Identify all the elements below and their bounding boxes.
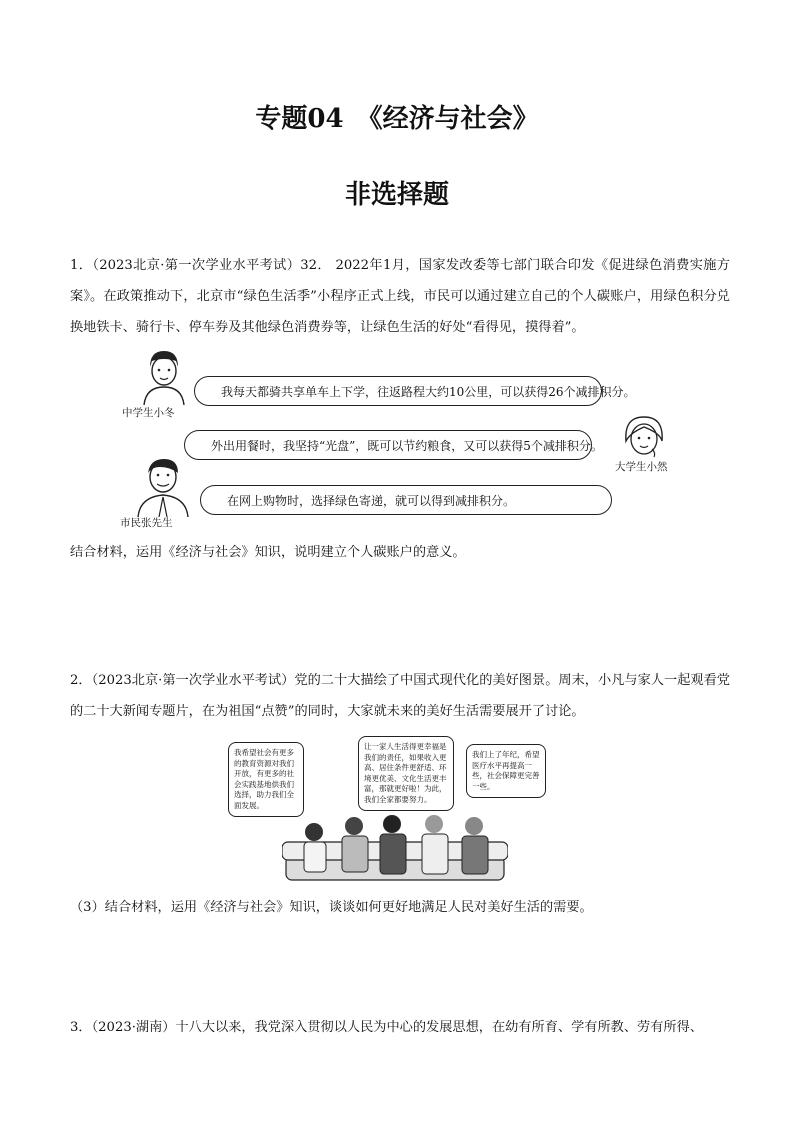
person-label-student: 中学生小冬 — [122, 407, 175, 419]
person-label-citizen: 市民张先生 — [120, 517, 173, 529]
question-2-prompt: （3）结合材料，运用《经济与社会》知识，谈谈如何更好地满足人民对美好生活的需要。 — [70, 900, 593, 915]
question-1-prompt: 结合材料，运用《经济与社会》知识，说明建立个人碳账户的意义。 — [70, 545, 466, 560]
speech-bubble-2: 外出用餐时，我坚持“光盘”，既可以节约粮食，又可以获得5个减排积分。 — [184, 430, 592, 460]
question-2-text: 2．（2023北京·第一次学业水平考试）党的二十大描绘了中国式现代化的美好图景。周末，小凡与家人一起观看党的二十大新闻专题片，在为祖国“点赞”的同时，大家就未来的美好生活需要展开了讨论。 — [70, 673, 730, 719]
person-label-college-student: 大学生小然 — [615, 461, 668, 473]
page-title: 专题04 《经济与社会》 — [255, 104, 539, 134]
question-1-figure — [110, 345, 690, 530]
family-speech-bubble-1: 我希望社会有更多的教育资源对我们开放，有更多的社会实践基地供我们选择，助力我们全面发展。 — [228, 742, 304, 817]
question-2-figure — [228, 732, 558, 884]
family-speech-bubble-2: 让一家人生活得更幸福是我们的责任，如果收入更高、居住条件更舒适、环境更优美、文化生活更丰富，那就更好啦！为此，我们全家都要努力。 — [358, 736, 454, 811]
family-illustration-icon — [282, 812, 508, 884]
college-student-portrait-icon — [616, 411, 672, 461]
speech-bubble-1: 我每天都骑共享单车上下学，往返路程大约10公里，可以获得26个减排积分。 — [194, 376, 602, 406]
family-speech-bubble-3: 我们上了年纪，希望医疗水平再提高一些，社会保障更完善一些。 — [466, 744, 546, 798]
question-3-text: 3．（2023·湖南）十八大以来，我党深入贯彻以人民为中心的发展思想，在幼有所育、学有所教、劳有所得、 — [70, 1020, 703, 1035]
student-portrait-icon — [132, 345, 192, 405]
page-subtitle: 非选择题 — [344, 180, 449, 210]
speech-bubble-3: 在网上购物时，选择绿色寄递，就可以得到减排积分。 — [200, 485, 612, 515]
question-1-text: 1．（2023北京·第一次学业水平考试）32． 2022年1月，国家发改委等七部门联合印发《促进绿色消费实施方案》。在政策推动下，北京市“绿色生活季”小程序正式上线，市民可以通过建立自己的个人碳账户，用绿色积分兑换地铁卡、骑行卡、停车券及其他绿色消费券等，让绿色生活的好处“看得见，摸得着”。 — [70, 258, 730, 335]
citizen-portrait-icon — [130, 453, 194, 517]
